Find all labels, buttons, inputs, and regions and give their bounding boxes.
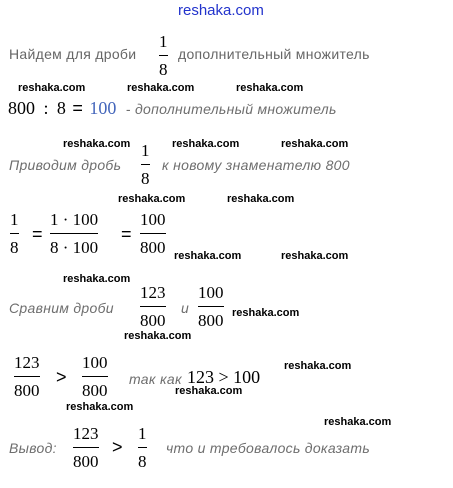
conclusion-suffix: что и требовалось доказать: [166, 440, 370, 456]
multiplier-value: 100: [89, 98, 117, 118]
watermark: reshaka.com: [227, 193, 295, 205]
fraction-expanded: [50, 210, 98, 258]
greater-than-sign: >: [56, 367, 67, 387]
denominator: 8: [141, 169, 150, 188]
watermark: reshaka.com: [174, 250, 242, 262]
denominator: 800: [198, 311, 224, 330]
reduce-suffix: к новому знаменателю 800: [162, 157, 350, 173]
denominator: 8 · 100: [50, 238, 99, 257]
fraction-bar: [50, 233, 98, 234]
numerator: 123: [14, 353, 40, 372]
numerator: 1: [159, 32, 168, 51]
greater-than-sign: >: [112, 437, 123, 457]
watermark: reshaka.com: [66, 401, 134, 413]
fraction-bar: [73, 447, 99, 448]
conclusion-label: Вывод:: [9, 440, 57, 456]
multiplier-note: - дополнительный множитель: [125, 101, 337, 117]
fraction-one-eighth: [141, 141, 150, 189]
dividend: 800: [8, 98, 35, 118]
watermark: reshaka.com: [175, 385, 243, 397]
watermark: reshaka.com: [284, 360, 352, 372]
fraction-bar: [198, 306, 224, 307]
numerator: 1 · 100: [50, 210, 99, 229]
fraction-bar: [138, 447, 147, 448]
fraction-100-800: [198, 283, 224, 331]
watermark: reshaka.com: [281, 138, 349, 150]
watermark: reshaka.com: [124, 330, 192, 342]
numerator: 123: [140, 283, 166, 302]
equals-sign: =: [72, 98, 83, 118]
equals-sign: =: [121, 224, 132, 244]
intro-text: Найдем для дроби: [9, 46, 137, 62]
numerator: 1: [138, 424, 147, 443]
denominator: 800: [140, 238, 166, 257]
divide-sign: :: [43, 98, 49, 118]
denominator: 800: [73, 452, 99, 471]
numerator: 100: [140, 210, 166, 229]
fraction-100-800: [82, 353, 108, 401]
fraction-bar: [82, 376, 108, 377]
numerator: 100: [82, 353, 108, 372]
fraction-bar: [14, 376, 40, 377]
fraction-bar: [141, 164, 150, 165]
fraction-bar: [10, 233, 19, 234]
fraction-bar: [140, 306, 166, 307]
fraction-123-800: [14, 353, 40, 401]
denominator: 800: [14, 381, 40, 400]
watermark: reshaka.com: [236, 82, 304, 94]
fraction-123-800: [73, 424, 99, 472]
denominator: 8: [159, 60, 168, 79]
watermark: reshaka.com: [281, 250, 349, 262]
watermark: reshaka.com: [127, 82, 195, 94]
numerator: 123: [73, 424, 99, 443]
fraction-one-eighth: [138, 424, 147, 472]
denominator: 800: [140, 311, 166, 330]
watermark: reshaka.com: [232, 307, 300, 319]
divisor: 8: [56, 98, 66, 118]
watermark: reshaka.com: [172, 138, 240, 150]
fraction-bar: [159, 55, 168, 56]
fraction-bar: [140, 233, 166, 234]
watermark: reshaka.com: [63, 138, 131, 150]
multiplier-equation: [8, 98, 337, 119]
denominator: 8: [10, 238, 19, 257]
watermark: reshaka.com: [118, 193, 186, 205]
compare-text: Сравним дроби: [9, 300, 114, 316]
denominator: 800: [82, 381, 108, 400]
watermark: reshaka.com: [18, 82, 86, 94]
reduce-text: Приводим дробь: [9, 157, 122, 173]
watermark: reshaka.com: [63, 273, 131, 285]
fraction-123-800: [140, 283, 166, 331]
numerator: 100: [198, 283, 224, 302]
fraction-one-eighth: [159, 32, 168, 80]
intro-suffix: дополнительный множитель: [178, 46, 370, 62]
watermark: reshaka.com: [324, 416, 392, 428]
denominator: 8: [138, 452, 147, 471]
site-title[interactable]: reshaka.com: [178, 2, 264, 19]
fraction-result: [140, 210, 166, 258]
equals-sign: =: [32, 224, 43, 244]
numerator: 1: [10, 210, 19, 229]
and-word: и: [181, 300, 190, 316]
fraction-one-eighth: [10, 210, 19, 258]
because-text: так как: [129, 371, 182, 387]
integer-comparison: 123 > 100: [187, 367, 261, 387]
numerator: 1: [141, 141, 150, 160]
